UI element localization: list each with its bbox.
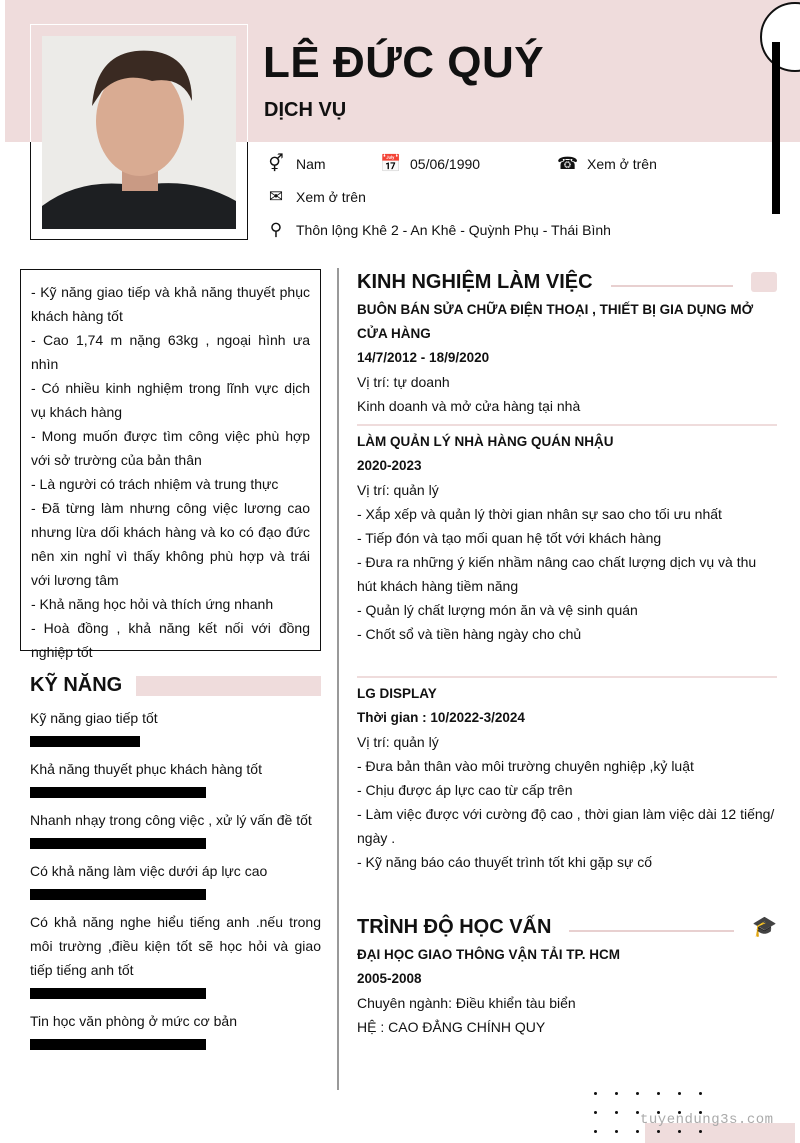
decorative-dot: [636, 1130, 639, 1133]
job-company: LÀM QUẢN LÝ NHÀ HÀNG QUÁN NHẬU: [357, 434, 614, 449]
job-period: 2020-2023: [357, 458, 422, 473]
education-line: Chuyên ngành: Điều khiển tàu biển: [357, 995, 576, 1011]
job-entry: [357, 682, 777, 874]
email-info: [266, 188, 366, 205]
heading-line: [569, 930, 734, 932]
skill-label: Có khả năng nghe hiểu tiếng anh .nếu trong môi trường ,điều kiện tốt sẽ học hỏi và giao tiếp tiếng anh tốt: [30, 914, 321, 978]
job-entry: [357, 298, 777, 426]
skill-item: [30, 910, 321, 999]
decorative-dot: [699, 1092, 702, 1095]
phone-icon: ☎: [557, 154, 579, 173]
job-detail: - Chịu được áp lực cao từ cấp trên: [357, 782, 573, 798]
job-company: BUÔN BÁN SỬA CHỮA ĐIỆN THOẠI , THIẾT BỊ GIA DỤNG MỞ CỬA HÀNG: [357, 302, 754, 341]
graduation-cap-icon: 🎓: [752, 916, 777, 938]
decorative-dot: [615, 1111, 618, 1114]
experience-section: [357, 270, 777, 874]
candidate-name: LÊ ĐỨC QUÝ: [263, 38, 545, 87]
email-value: Xem ở trên: [296, 188, 366, 205]
job-detail: Vị trí: quản lý: [357, 482, 439, 498]
dob-info: [380, 155, 480, 172]
job-detail: - Đưa bản thân vào môi trường chuyên nghiệp ,kỷ luật: [357, 758, 694, 774]
decorative-dot: [678, 1130, 681, 1133]
skill-level-bar: [30, 736, 140, 747]
decorative-dot: [615, 1130, 618, 1133]
email-icon: ✉: [268, 187, 284, 206]
skill-list: [30, 706, 321, 1060]
job-detail: - Làm việc được với cường độ cao , thời gian làm việc dài 12 tiếng/ ngày .: [357, 806, 775, 846]
summary-item: - Kỹ năng giao tiếp và khả năng thuyết phục khách hàng tốt: [31, 284, 310, 324]
address-info: [266, 221, 611, 238]
skill-label: Tin học văn phòng ở mức cơ bản: [30, 1013, 237, 1029]
decorative-dot: [636, 1111, 639, 1114]
decorative-dot: [657, 1092, 660, 1095]
skill-label: Kỹ năng giao tiếp tốt: [30, 710, 158, 726]
job-divider: [357, 424, 777, 426]
school-period: 2005-2008: [357, 971, 422, 986]
decorative-dot: [594, 1092, 597, 1095]
gender-value: Nam: [296, 155, 326, 172]
gender-info: [266, 155, 326, 172]
summary-item: - Khả năng học hỏi và thích ứng nhanh: [31, 596, 274, 612]
decorative-dot: [594, 1111, 597, 1114]
heading-line: [611, 285, 733, 287]
skill-level-bar: [30, 1039, 206, 1050]
decorative-dot: [615, 1092, 618, 1095]
summary-item: - Là người có trách nhiệm và trung thực: [31, 476, 279, 492]
calendar-icon: 📅: [380, 154, 402, 173]
job-detail: Kinh doanh và mở cửa hàng tại nhà: [357, 398, 581, 414]
gender-icon: ⚥: [268, 154, 284, 173]
skill-item: [30, 859, 321, 900]
skill-level-bar: [30, 889, 206, 900]
summary-item: - Đã từng làm nhưng công việc lương cao nhưng lừa dối khách hàng và ko có đạo đức nên xin nghỉ vì thấy không phù hợp và trái với lương tâm: [31, 500, 310, 588]
watermark: tuyendung3s.com: [640, 1112, 774, 1128]
skills-heading: KỸ NĂNG: [30, 674, 123, 696]
summary-item: - Mong muốn được tìm công việc phù hợp với sở trường của bản thân: [31, 428, 310, 468]
decorative-dot: [657, 1130, 660, 1133]
decorative-dot: [678, 1092, 681, 1095]
profile-photo: [42, 36, 236, 229]
candidate-role: DỊCH VỤ: [264, 99, 347, 121]
job-detail: - Kỹ năng báo cáo thuyết trình tốt khi gặp sự cố: [357, 854, 652, 870]
education-section: [357, 915, 777, 1039]
job-period: Thời gian : 10/2022-3/2024: [357, 710, 525, 725]
decorative-dot: [699, 1130, 702, 1133]
skill-item: [30, 706, 321, 747]
summary-item: - Có nhiều kinh nghiệm trong lĩnh vực dịch vụ khách hàng: [31, 380, 310, 420]
job-divider: [357, 676, 777, 678]
job-detail: - Xắp xếp và quản lý thời gian nhân sự sao cho tối ưu nhất: [357, 506, 722, 522]
skill-label: Có khả năng làm việc dưới áp lực cao: [30, 863, 268, 879]
skill-level-bar: [30, 787, 206, 798]
decorative-dot: [636, 1092, 639, 1095]
skill-label: Khả năng thuyết phục khách hàng tốt: [30, 761, 262, 777]
job-detail: - Đưa ra những ý kiến nhầm nâng cao chất lượng dịch vụ và thu hút khách hàng tiềm năng: [357, 554, 757, 594]
experience-heading: KINH NGHIỆM LÀM VIỆC: [357, 271, 593, 293]
briefcase-icon: [751, 272, 777, 292]
skills-heading-bar: [136, 676, 321, 696]
skill-item: [30, 757, 321, 798]
skill-item: [30, 808, 321, 849]
skill-item: [30, 1009, 321, 1050]
location-icon: ⚲: [269, 220, 283, 239]
phone-value: Xem ở trên: [587, 155, 657, 172]
education-line: HỆ : CAO ĐẲNG CHÍNH QUY: [357, 1019, 546, 1035]
address-value: Thôn lộng Khê 2 - An Khê - Quỳnh Phụ - Thái Bình: [296, 221, 611, 238]
job-detail: - Chốt sổ và tiền hàng ngày cho chủ: [357, 626, 582, 642]
job-detail: - Quản lý chất lượng món ăn và vệ sinh quán: [357, 602, 638, 618]
job-detail: - Tiếp đón và tạo mối quan hệ tốt với khách hàng: [357, 530, 662, 546]
job-period: 14/7/2012 - 18/9/2020: [357, 350, 490, 365]
summary-item: - Cao 1,74 m nặng 63kg , ngoại hình ưa nhìn: [31, 332, 310, 372]
job-detail: Vị trí: tự doanh: [357, 374, 450, 390]
summary-box: [20, 269, 321, 660]
job-detail: Vị trí: quản lý: [357, 734, 439, 750]
job-company: LG DISPLAY: [357, 686, 437, 701]
dob-value: 05/06/1990: [410, 155, 481, 172]
decorative-dot: [594, 1130, 597, 1133]
education-heading: TRÌNH ĐỘ HỌC VẤN: [357, 916, 552, 938]
decorative-bar: [772, 42, 780, 214]
skill-label: Nhanh nhạy trong công việc , xử lý vấn đề tốt: [30, 812, 312, 828]
summary-item: - Hoà đồng , khả năng kết nối với đồng nghiệp tốt: [31, 620, 310, 660]
school-name: ĐẠI HỌC GIAO THÔNG VẬN TẢI TP. HCM: [357, 947, 621, 962]
skill-level-bar: [30, 838, 206, 849]
column-divider: [337, 268, 339, 1090]
phone-info: [557, 155, 657, 172]
skill-level-bar: [30, 988, 206, 999]
job-entry: [357, 430, 777, 678]
